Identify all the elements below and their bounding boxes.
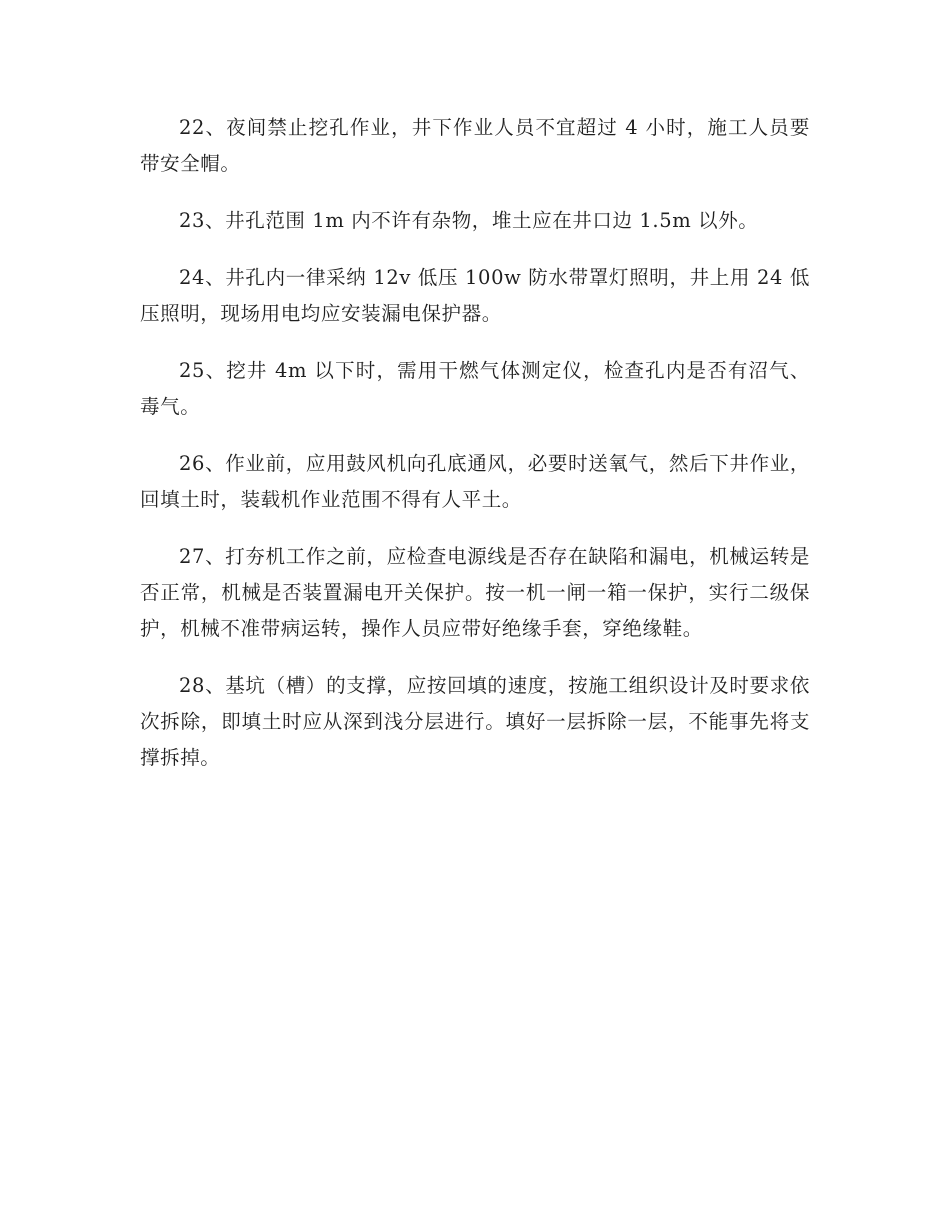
paragraph-item-28: 28、基坑（槽）的支撑，应按回填的速度，按施工组织设计及时要求依次拆除，即填土时应从深到浅分层进行。填好一层拆除一层，不能事先将支撑拆掉。: [140, 674, 810, 769]
document-body: [140, 110, 810, 797]
paragraph-item-26: 26、作业前，应用鼓风机向孔底通风，必要时送氧气，然后下井作业，回填土时，装载机作业范围不得有人平土。: [140, 452, 810, 511]
paragraph-item-27: 27、打夯机工作之前，应检查电源线是否存在缺陷和漏电，机械运转是否正常，机械是否装置漏电开关保护。按一机一闸一箱一保护，实行二级保护，机械不准带病运转，操作人员应带好绝缘手套，穿绝缘鞋。: [140, 545, 810, 640]
paragraph-item-24: 24、井孔内一律采纳 12v 低压 100w 防水带罩灯照明，井上用 24 低压照明，现场用电均应安装漏电保护器。: [140, 266, 810, 325]
paragraph-item-23: 23、井孔范围 1m 内不许有杂物，堆土应在井口边 1.5m 以外。: [179, 209, 759, 232]
paragraph-item-25: 25、挖井 4m 以下时，需用干燃气体测定仪，检查孔内是否有沼气、毒气。: [140, 359, 810, 418]
paragraph-item-22: 22、夜间禁止挖孔作业，井下作业人员不宜超过 4 小时，施工人员要带安全帽。: [140, 116, 810, 175]
